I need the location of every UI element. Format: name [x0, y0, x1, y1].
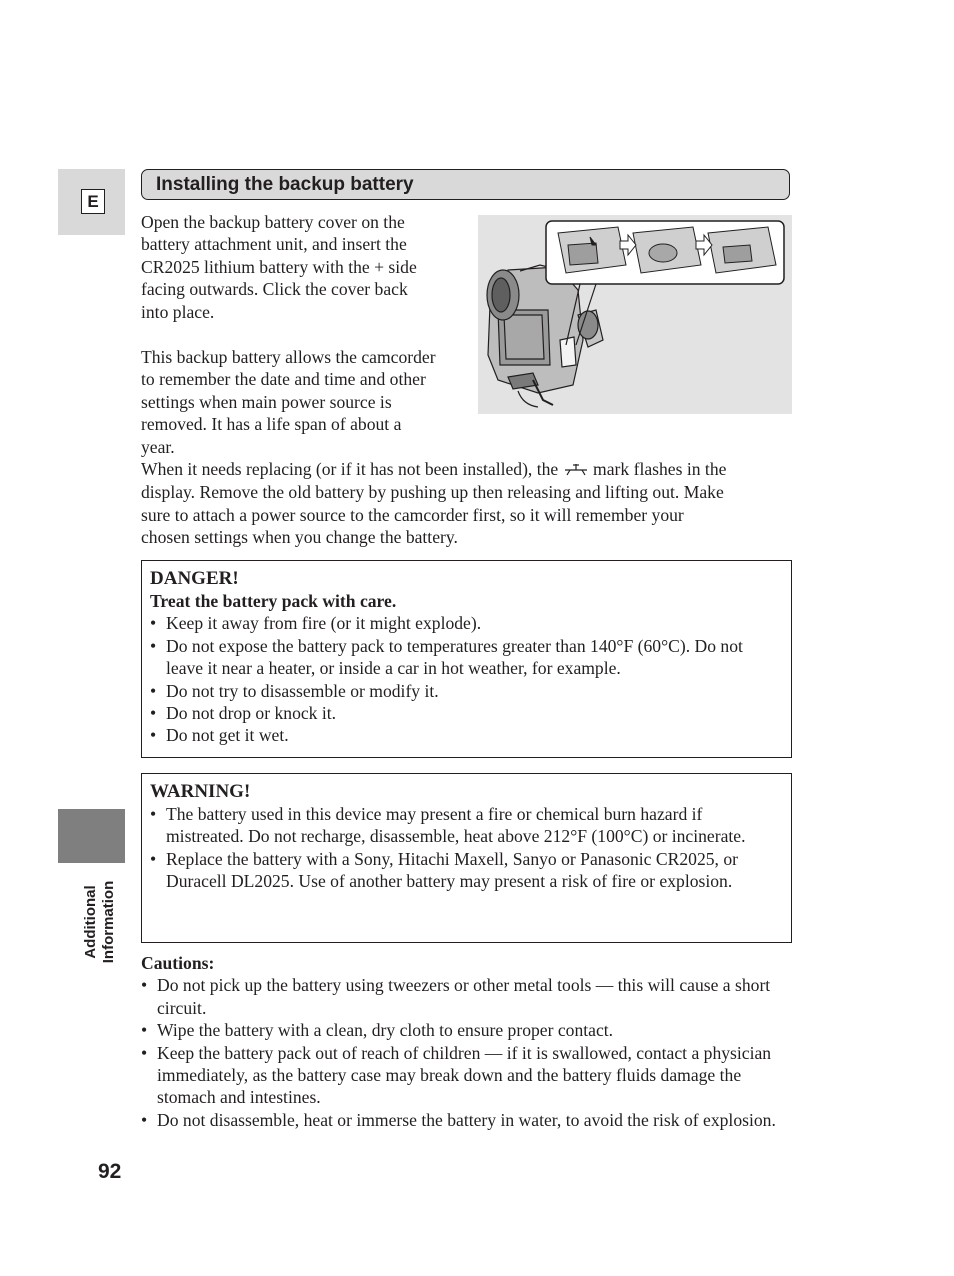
text-line: into place.: [141, 301, 215, 322]
side-section-label: [70, 872, 130, 972]
side-label-line2: Information: [100, 880, 117, 964]
battery-insert-steps: [558, 227, 776, 273]
page-number: 92: [98, 1160, 122, 1183]
text-line: battery attachment unit, and insert the: [141, 234, 407, 255]
backup-battery-icon: [563, 459, 589, 481]
text-span: mark flashes in the: [593, 459, 727, 479]
list-item: • Keep it away from fire (or it might explode).: [150, 612, 783, 634]
list-item: • Do not expose the battery pack to temperatures greater than 140°F (60°C). Do not leave it near a heater, or inside a car in hot weather, for example.: [150, 635, 783, 680]
warning-title: WARNING!: [150, 781, 251, 802]
section-header: [141, 169, 790, 200]
text-line: facing outwards. Click the cover back: [141, 279, 408, 300]
list-item: • Do not get it wet.: [150, 724, 783, 746]
text-line: removed. It has a life span of about a: [141, 414, 402, 435]
intro-paragraph-2: [141, 346, 476, 458]
camcorder-battery-illustration: [478, 215, 792, 414]
list-item: • The battery used in this device may present a fire or chemical burn hazard if mistreated. Do not recharge, disassemble, heat above 212°F (100°C) or incinerate.: [150, 803, 783, 848]
language-tab-label: E: [81, 189, 105, 214]
list-item: • Do not drop or knock it.: [150, 702, 783, 724]
intro-paragraph-3: [141, 458, 796, 549]
section-marker-block: [58, 809, 125, 863]
text-line: year.: [141, 436, 175, 457]
danger-list: [150, 612, 783, 746]
text-line: chosen settings when you change the battery.: [141, 527, 458, 548]
danger-title: DANGER!: [150, 568, 239, 589]
text-line: This backup battery allows the camcorder: [141, 347, 436, 367]
list-item: • Do not try to disassemble or modify it.: [150, 680, 783, 702]
text-span: When it needs replacing (or if it has not been installed), the: [141, 459, 559, 479]
text-line: to remember the date and time and other: [141, 369, 426, 390]
cautions-list: [141, 974, 793, 1131]
intro-paragraph-1: [141, 211, 476, 323]
language-tab: [58, 169, 125, 235]
side-label-line1: Additional: [82, 885, 99, 959]
cautions-section: [141, 952, 793, 1131]
text-line: settings when main power source is: [141, 391, 392, 412]
text-line: sure to attach a power source to the camcorder first, so it will remember your: [141, 504, 684, 525]
list-item: • Keep the battery pack out of reach of children — if it is swallowed, contact a physician immediately, as the battery case may break down and the battery fluids damage the stomach and intestines.: [141, 1042, 793, 1109]
warning-box: [141, 773, 792, 943]
list-item: • Do not pick up the battery using tweezers or other metal tools — this will cause a short circuit.: [141, 974, 793, 1019]
text-line: display. Remove the old battery by pushing up then releasing and lifting out. Make: [141, 482, 724, 503]
warning-list: [150, 803, 783, 893]
camcorder-drawing: [487, 265, 603, 407]
section-title: Installing the backup battery: [156, 174, 414, 195]
cautions-title: Cautions:: [141, 953, 215, 973]
danger-box: [141, 560, 792, 758]
text-line: [141, 458, 796, 481]
list-item: • Do not disassemble, heat or immerse the battery in water, to avoid the risk of explosion.: [141, 1109, 793, 1131]
list-item: • Replace the battery with a Sony, Hitachi Maxell, Sanyo or Panasonic CR2025, or Duracell DL2025. Use of another battery may present a risk of fire or explosion.: [150, 848, 783, 893]
text-line: Open the backup battery cover on the: [141, 212, 405, 232]
list-item: • Wipe the battery with a clean, dry cloth to ensure proper contact.: [141, 1019, 793, 1041]
text-line: CR2025 lithium battery with the + side: [141, 256, 417, 277]
danger-subtitle: Treat the battery pack with care.: [150, 591, 397, 611]
